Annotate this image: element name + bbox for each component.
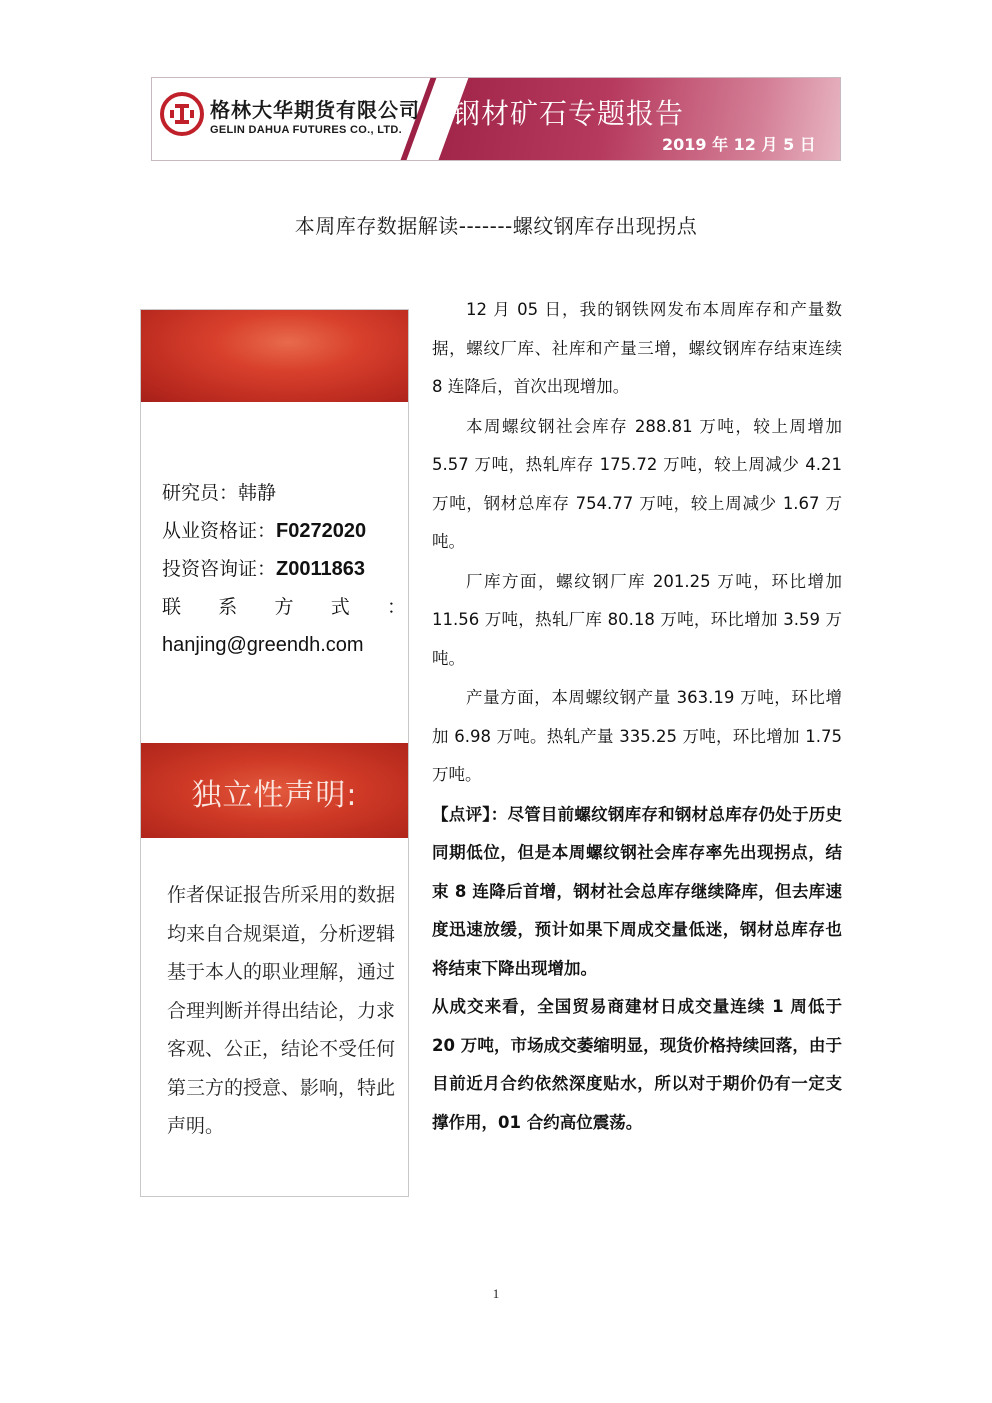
comment-paragraph <box>432 796 842 989</box>
contact-label <box>162 588 406 626</box>
consulting-label: 投资咨询证： <box>162 558 277 580</box>
comment-label: 【点评】： <box>432 804 508 824</box>
declaration-title: 独立性声明: <box>191 778 358 813</box>
contact-label-char: 方 <box>274 596 294 618</box>
page-number: 1 <box>492 1286 500 1301</box>
company-name-en: GELIN DAHUA FUTURES CO., LTD. <box>210 124 403 136</box>
body-paragraph: 12 月 05 日，我的钢铁网发布本周库存和产量数据，螺纹厂库、社库和产量三增，螺纹钢库存结束连续 8 连降后，首次出现增加。 <box>432 300 842 396</box>
comment-text: 尽管目前螺纹钢库存和钢材总库存仍处于历史同期低位，但是本周螺纹钢社会库存率先出现拐点，结束 8 连降后首增，钢材社会总库存继续降库，但去库速度迅速放缓，预计如果下周成交量低迷，钢材总库存也将结束下降出现增加。 <box>432 804 843 978</box>
body-paragraph: 本周螺纹钢社会库存 288.81 万吨，较上周增加 5.57 万吨，热轧库存 175.72 万吨，较上周减少 4.21 万吨，钢材总库存 754.77 万吨，较上周减少 1.67 万吨。 <box>432 416 842 551</box>
body-paragraph: 厂库方面，螺纹钢厂库 201.25 万吨，环比增加 11.56 万吨，热轧厂库 80.18 万吨，环比增加 3.59 万吨。 <box>432 571 842 668</box>
contact-label-char: 式 <box>330 596 350 618</box>
qualification-label: 从业资格证： <box>162 520 277 542</box>
document-title: 本周库存数据解读-------螺纹钢库存出现拐点 <box>294 214 698 238</box>
author-contact <box>162 474 406 664</box>
contact-label-char: 联 <box>162 596 182 618</box>
report-header-banner <box>151 77 841 161</box>
declaration-text: 作者保证报告所采用的数据均来自合规渠道，分析逻辑基于本人的职业理解，通过合理判断并得出结论，力求客观、公正，结论不受任何第三方的授意、影响，特此声明。 <box>167 884 396 1137</box>
author-sidebar <box>140 309 409 1197</box>
trade-paragraph: 从成交来看，全国贸易商建材日成交量连续 1 周低于 20 万吨，市场成交萎缩明显，现货价格持续回落，由于目前近月合约依然深度贴水，所以对于期价仍有一定支撑作用，01 合约高位震荡。 <box>432 997 842 1132</box>
researcher-name: 韩静 <box>238 482 277 504</box>
consulting-row <box>162 550 406 588</box>
body-paragraph: 产量方面，本周螺纹钢产量 363.19 万吨，环比增加 6.98 万吨。热轧产量 335.25 万吨，环比增加 1.75 万吨。 <box>432 688 842 784</box>
qualification-row <box>162 512 406 550</box>
report-type-title: 钢材矿石专题报告 <box>452 97 685 130</box>
report-body <box>432 291 842 1142</box>
researcher-label: 研究员： <box>162 482 239 504</box>
researcher-row <box>162 474 406 512</box>
company-logo-icon <box>160 92 204 136</box>
qualification-number: F0272020 <box>276 520 367 542</box>
author-email[interactable]: hanjing@greendh.com <box>162 634 364 656</box>
sidebar-top-band <box>141 310 408 402</box>
contact-label-char: ： <box>386 596 406 618</box>
company-name-cn: 格林大华期货有限公司 <box>210 98 420 122</box>
contact-label-char: 系 <box>218 596 238 618</box>
consulting-number: Z0011863 <box>276 558 365 580</box>
report-date: 2019 年 12 月 5 日 <box>662 135 816 154</box>
